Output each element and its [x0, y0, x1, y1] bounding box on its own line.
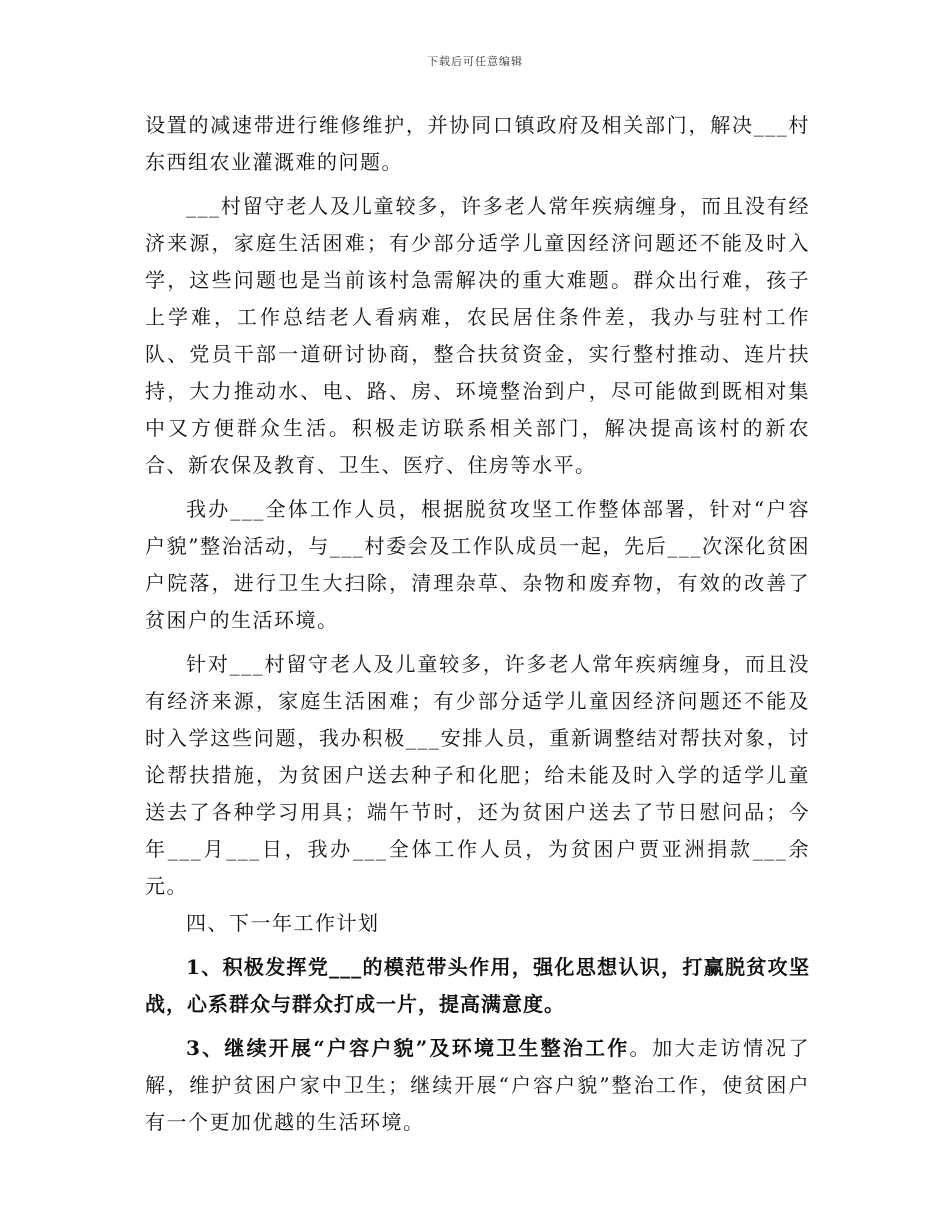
paragraph-4: 针对___村留守老人及儿童较多，许多老人常年疾病缠身，而且没有经济来源，家庭生活困难；有少部分适学儿童因经济问题还不能及时入学这些问题，我办积极___安排人员，重新调整结对帮扶对象，讨论帮扶措施，为贫困户送去种子和化肥；给未能及时入学的适学儿童送去了各种学习用具；端午节时，还为贫困户送去了节日慰问品；今年___月___日，我办___全体工作人员，为贫困户贾亚洲捐款___余元。 — [145, 652, 810, 898]
plan-item-3 — [145, 1030, 810, 1141]
plan-item-1: 1、积极发挥党___的模范带头作用，强化思想认识，打赢脱贫攻坚战，心系群众与群众打成一片，提高满意度。 — [145, 955, 810, 1016]
paragraph-2: ___村留守老人及儿童较多，许多老人常年疾病缠身，而且没有经济来源，家庭生活困难；有少部分适学儿童因经济问题还不能及时入学，这些问题也是当前该村急需解决的重大难题。群众出行难，孩子上学难，工作总结老人看病难，农民居住条件差，我办与驻村工作队、党员干部一道研讨协商，整合扶贫资金，实行整村推动、连片扶持，大力推动水、电、路、房、环境整治到户，尽可能做到既相对集中又方便群众生活。积极走访联系相关部门，解决提高该村的新农合、新农保及教育、卫生、医疗、住房等水平。 — [145, 194, 810, 477]
page-header: 下载后可任意编辑 — [427, 55, 523, 68]
paragraph-3: 我办___全体工作人员，根据脱贫攻坚工作整体部署，针对“户容户貌”整治活动，与___村委会及工作队成员一起，先后___次深化贫困户院落，进行卫生大扫除，清理杂草、杂物和废弃物，有效的改善了贫困户的生活环境。 — [145, 497, 810, 632]
document-body — [145, 107, 810, 1141]
section-heading-plan: 四、下一年工作计划 — [186, 911, 380, 935]
plan-item-3-body: 。加大走访情况了解，维护贫困户家中卫生；继续开展“户容户貌”整治工作，使贫困户有一个更加优越的生活环境。 — [145, 1036, 811, 1134]
paragraph-1: 设置的减速带进行维修维护，并协同口镇政府及相关部门，解决___村东西组农业灌溉难的问题。 — [145, 113, 810, 174]
plan-item-3-title: 3、继续开展“户容户貌”及环境卫生整治工作 — [186, 1036, 630, 1060]
